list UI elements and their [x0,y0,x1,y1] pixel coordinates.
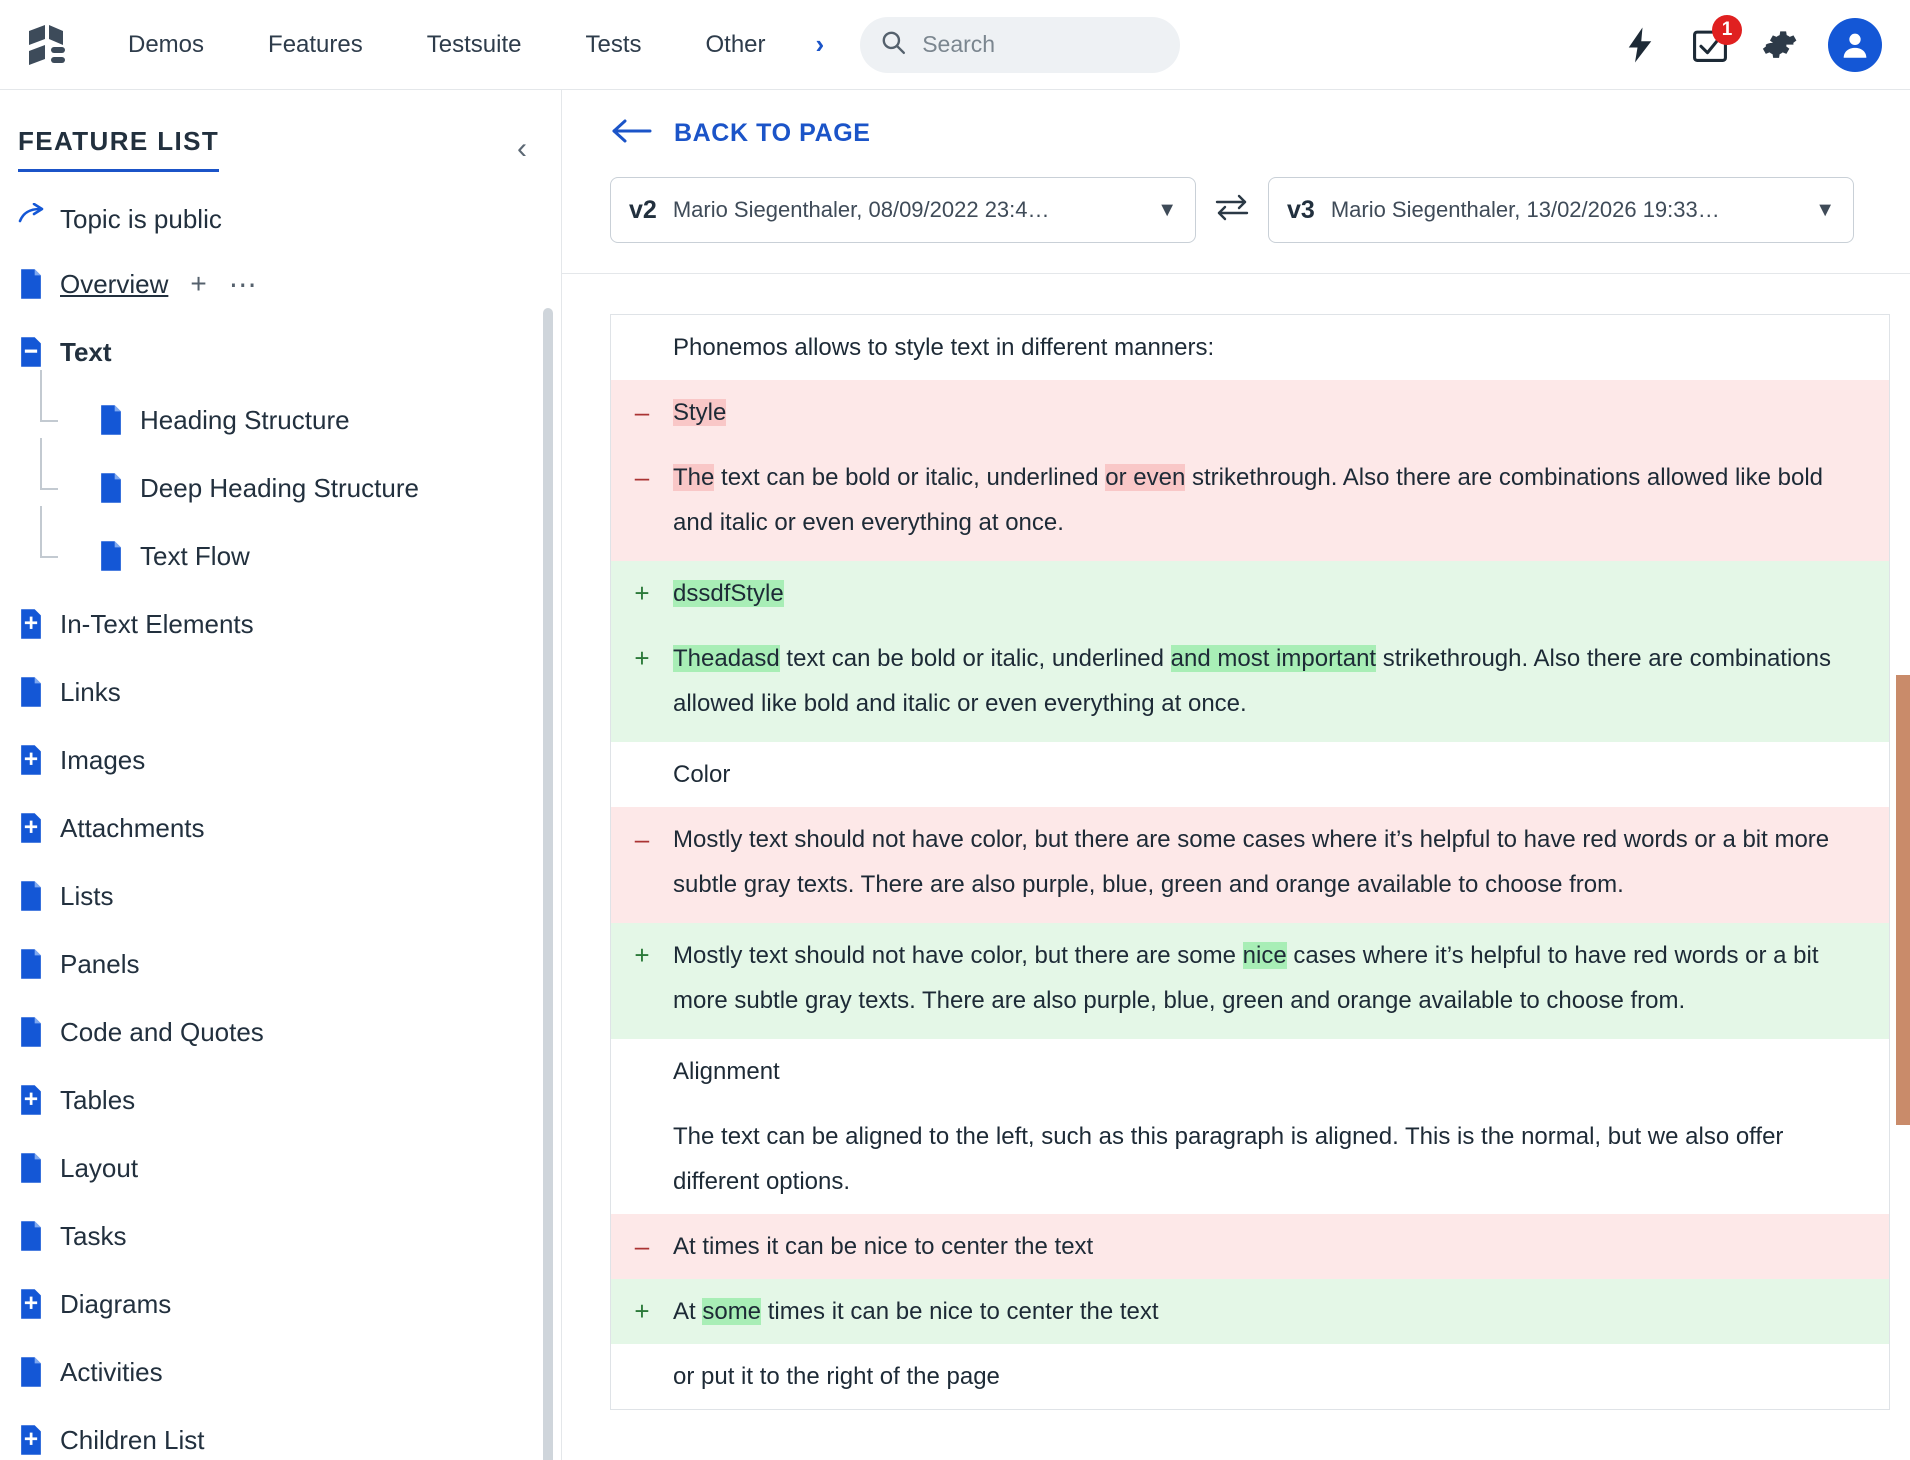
diff-sign: + [634,1296,650,1326]
diff-line [611,1344,1889,1409]
sidebar-item-label: Code and Quotes [60,1016,264,1047]
tree-branch-icon [36,540,82,572]
chevron-right-icon[interactable]: › [815,29,825,59]
diff-line [611,1039,1889,1104]
diff-text [673,1289,1185,1334]
nav-item-tests[interactable]: Tests [585,30,642,58]
diff-sign [611,1049,673,1094]
version-left-text: Mario Siegenthaler, 08/09/2022 23:4… [672,197,1050,222]
sidebar-item-panels[interactable] [0,930,561,998]
nav-item-demos[interactable]: Demos [128,30,205,58]
phonemos-logo-icon[interactable] [0,21,96,69]
sidebar-item-in-text-elements[interactable] [0,590,561,658]
main-nav [96,29,842,60]
doc-icon [98,540,124,572]
right-edge-strip [1896,675,1910,1125]
chevron-down-icon: ▼ [1815,198,1835,221]
sidebar-item-label: Overview [60,268,169,299]
diff-line [611,1279,1889,1344]
diff-highlight: nice [1242,942,1287,969]
main-content [562,90,1910,1460]
sidebar-item-tables[interactable] [0,1066,561,1134]
sidebar-item-label: Deep Heading Structure [140,472,419,503]
doc-icon [18,1220,44,1252]
gear-icon[interactable] [1758,23,1802,67]
sidebar-item-attachments[interactable] [0,794,561,862]
version-select-left[interactable] [610,177,1196,243]
sidebar-title: FEATURE LIST [18,126,219,172]
doc-icon [98,472,124,504]
chevron-left-icon[interactable]: ‹ [517,132,527,165]
page-body [0,90,1910,1460]
sidebar-item-label: Images [60,744,146,775]
diff-highlight: or even [1105,464,1186,491]
doc-plus-icon [18,812,44,844]
search-icon [880,29,906,60]
sidebar-item-label: Topic is public [60,203,222,234]
back-to-page-button[interactable] [562,90,1910,149]
diff-segment: cases where it’s helpful to have red words or a bit more subtle gray texts. There are also purple, blue, green and orange available to choose from. [673,942,1819,1014]
sidebar-item-overview[interactable] [0,250,561,318]
sidebar-item-topic-is-public[interactable] [0,188,561,250]
sidebar-item-text[interactable] [0,318,561,386]
diff-text: Phonemos allows to style text in different manners: [673,334,1215,361]
swap-versions-icon[interactable] [1214,193,1250,228]
diff-text: The text can be aligned to the left, such as this paragraph is aligned. This is the normal, but we also offer different options. [673,1123,1784,1195]
sidebar-item-label: Attachments [60,812,205,843]
version-left-tag: v2 [629,195,657,224]
diff-highlight: Style [673,399,727,426]
diff-viewer [610,314,1890,1410]
diff-line [611,445,1889,561]
sidebar-item-activities[interactable] [0,1338,561,1406]
diff-line [611,561,1889,626]
diff-line [611,1214,1889,1279]
sidebar-item-label: Diagrams [60,1288,172,1319]
doc-icon [18,1016,44,1048]
sidebar-item-children-list[interactable] [0,1406,561,1460]
doc-plus-icon [18,1424,44,1456]
sidebar-item-links[interactable] [0,658,561,726]
diff-text [673,571,810,616]
diff-text [673,390,752,435]
diff-segment: text can be bold or italic, underlined [779,645,1171,672]
tree-branch-icon [36,472,82,504]
diff-segment: At [673,1298,703,1325]
diff-sign: + [634,578,650,608]
arrow-left-icon [610,118,654,149]
tree-branch-icon [36,404,82,436]
sidebar-item-label: Layout [60,1152,139,1183]
sidebar-item-label: Links [60,676,121,707]
search-box[interactable] [860,17,1180,73]
nav-item-testsuite[interactable]: Testsuite [426,30,522,58]
content-divider [562,273,1910,274]
doc-collapse-icon[interactable] [18,336,44,368]
diff-sign [611,325,673,370]
back-to-page-label: BACK TO PAGE [674,119,871,147]
sidebar-item-label: Panels [60,948,140,979]
tasks-icon[interactable] [1688,18,1733,67]
top-bar-actions [1618,18,1910,72]
diff-text: or put it to the right of the page [673,1363,1000,1390]
sidebar [0,90,562,1460]
version-right-tag: v3 [1287,195,1315,224]
diff-text [673,636,1889,726]
diff-line [611,626,1889,742]
sidebar-item-label: Tables [60,1084,136,1115]
sidebar-scrollbar[interactable] [543,308,553,1460]
version-compare-row [562,149,1910,243]
chevron-down-icon: ▼ [1157,198,1177,221]
diff-highlight: dssdfStyle [673,580,784,607]
diff-line [611,1104,1889,1214]
sidebar-item-diagrams[interactable] [0,1270,561,1338]
doc-icon [18,880,44,912]
sidebar-item-heading-structure[interactable] [0,386,561,454]
diff-text: At times it can be nice to center the text [673,1233,1094,1260]
sidebar-item-deep-heading-structure[interactable] [0,454,561,522]
nav-item-other[interactable]: Other [705,30,766,58]
diff-segment: strikethrough. Also there are combinations allowed like bold and italic or even everything at once. [673,464,1824,536]
sidebar-item-label: Tasks [60,1220,127,1251]
diff-highlight: The [673,464,715,491]
doc-plus-icon [18,1084,44,1116]
diff-line [611,923,1889,1039]
doc-icon [18,268,44,300]
sidebar-item-text-flow[interactable] [0,522,561,590]
doc-icon [18,948,44,980]
search-input[interactable] [920,30,1160,59]
sidebar-item-layout[interactable] [0,1134,561,1202]
diff-line [611,742,1889,807]
sidebar-list [0,188,561,1460]
diff-text [673,933,1889,1023]
tasks-badge: 1 [1712,15,1742,45]
diff-text: Alignment [673,1058,780,1085]
diff-sign: + [634,643,650,673]
diff-sign: + [634,940,650,970]
diff-segment: times it can be nice to center the text [761,1298,1159,1325]
sidebar-item-label: Lists [60,880,114,911]
doc-plus-icon [18,1288,44,1320]
sidebar-item-label: Text Flow [140,540,250,571]
user-avatar-icon[interactable] [1828,18,1882,72]
add-page-icon[interactable]: + [190,268,207,299]
version-right-text: Mario Siegenthaler, 13/02/2026 19:33… [1330,197,1720,222]
sidebar-item-label: Text [60,336,112,367]
diff-segment: Mostly text should not have color, but there are some [673,942,1243,969]
diff-highlight: Theadasd [673,645,780,672]
nav-item-features[interactable]: Features [268,30,363,58]
doc-icon [18,1152,44,1184]
diff-highlight: some [702,1298,762,1325]
diff-sign: – [634,1231,650,1261]
diff-sign: – [634,824,650,854]
diff-sign [611,1114,673,1204]
sidebar-item-label: Activities [60,1356,163,1387]
diff-segment: text can be bold or italic, underlined [714,464,1106,491]
sidebar-item-lists[interactable] [0,862,561,930]
sidebar-item-label: In-Text Elements [60,608,254,639]
diff-sign [611,1354,673,1399]
doc-icon [18,676,44,708]
version-select-right[interactable] [1268,177,1854,243]
diff-sign: – [634,397,650,427]
doc-icon [18,1356,44,1388]
sidebar-item-tasks[interactable] [0,1202,561,1270]
sidebar-item-label: Heading Structure [140,404,350,435]
diff-sign: – [634,462,650,492]
sidebar-item-images[interactable] [0,726,561,794]
lightning-icon[interactable] [1618,23,1662,67]
sidebar-item-label: Children List [60,1424,205,1455]
doc-plus-icon [18,744,44,776]
diff-line [611,315,1889,380]
diff-text [673,455,1889,545]
sidebar-item-code-and-quotes[interactable] [0,998,561,1066]
doc-icon [98,404,124,436]
top-bar [0,0,1910,90]
doc-plus-icon [18,608,44,640]
diff-highlight: and most important [1170,645,1377,672]
share-arrow-icon [18,203,44,235]
diff-line [611,380,1889,445]
more-options-icon[interactable]: ⋯ [228,268,257,300]
diff-line [611,807,1889,923]
diff-text: Color [673,761,731,788]
diff-text: Mostly text should not have color, but there are some cases where it’s helpful to have red words or a bit more subtle gray texts. There are also purple, blue, green and orange available to choose from. [673,826,1830,898]
diff-sign [611,752,673,797]
diff-segment: strikethrough. Also there are combinations allowed like bold and italic or even everything at once. [673,645,1832,717]
